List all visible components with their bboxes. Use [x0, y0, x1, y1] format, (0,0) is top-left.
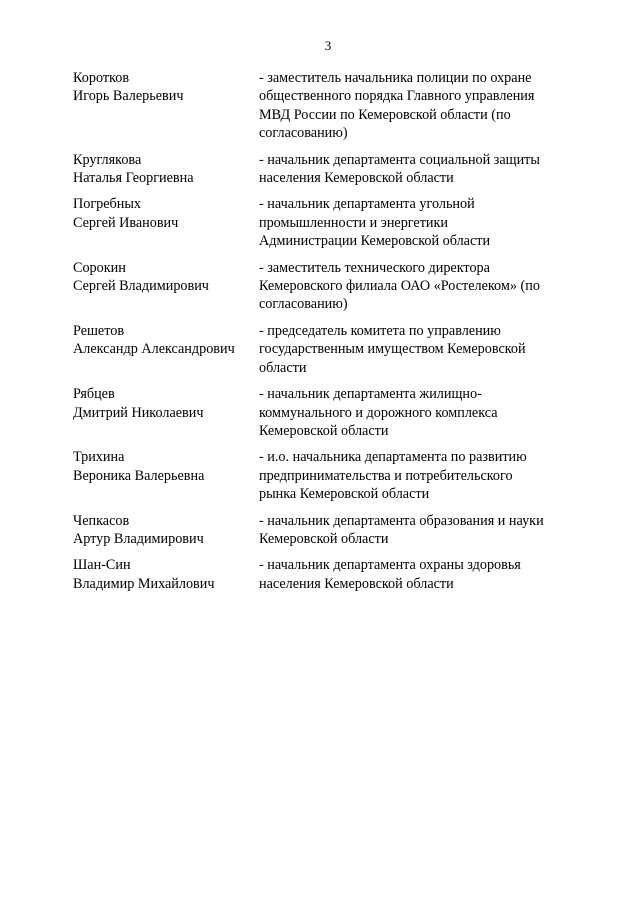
- member-role: - и.о. начальника департамента по развитию предпринимательства и потребительского рынка Кемеровской области: [259, 449, 527, 503]
- member-entry: [73, 69, 573, 143]
- member-role: - председатель комитета по управлению государственным имуществом Кемеровской области: [259, 322, 526, 376]
- member-entry: [73, 195, 573, 250]
- member-role: - заместитель технического директора Кемеровского филиала ОАО «Ростелеком» (по согласованию): [259, 259, 540, 313]
- member-role: - начальник департамента социальной защиты населения Кемеровской области: [259, 151, 540, 187]
- member-role: - начальник департамента образования и науки Кемеровской области: [259, 512, 544, 547]
- page-number: 3: [324, 38, 332, 53]
- member-name: Шан-Син Владимир Михайлович: [73, 557, 215, 592]
- member-entry: [73, 512, 573, 549]
- member-name: Решетов Александр Александрович: [73, 322, 235, 358]
- member-name: Чепкасов Артур Владимирович: [73, 512, 204, 547]
- member-name: Круглякова Наталья Георгиевна: [73, 151, 194, 187]
- member-name: Погребных Сергей Иванович: [73, 196, 179, 231]
- member-role: - начальник департамента жилищно- коммунального и дорожного комплекса Кемеровской области: [259, 386, 498, 439]
- member-role: - заместитель начальника полиции по охране общественного порядка Главного управления МВД России по Кемеровской области (по согласованию): [259, 70, 535, 142]
- member-entry: [73, 385, 573, 440]
- member-entry: [73, 448, 573, 503]
- member-entry: [73, 556, 573, 593]
- member-role: - начальник департамента угольной промышленности и энергетики Администрации Кемеровской области: [259, 196, 491, 250]
- member-name: Сорокин Сергей Владимирович: [73, 259, 209, 295]
- member-role: - начальник департамента охраны здоровья населения Кемеровской области: [259, 557, 521, 592]
- member-entry: [73, 151, 573, 188]
- member-name: Коротков Игорь Валерьевич: [73, 70, 184, 105]
- member-name: Рябцев Дмитрий Николаевич: [73, 386, 204, 421]
- member-entry: [73, 259, 573, 314]
- member-entry: [73, 322, 573, 377]
- members-list: [73, 69, 573, 593]
- member-name: Трихина Вероника Валерьевна: [73, 449, 205, 484]
